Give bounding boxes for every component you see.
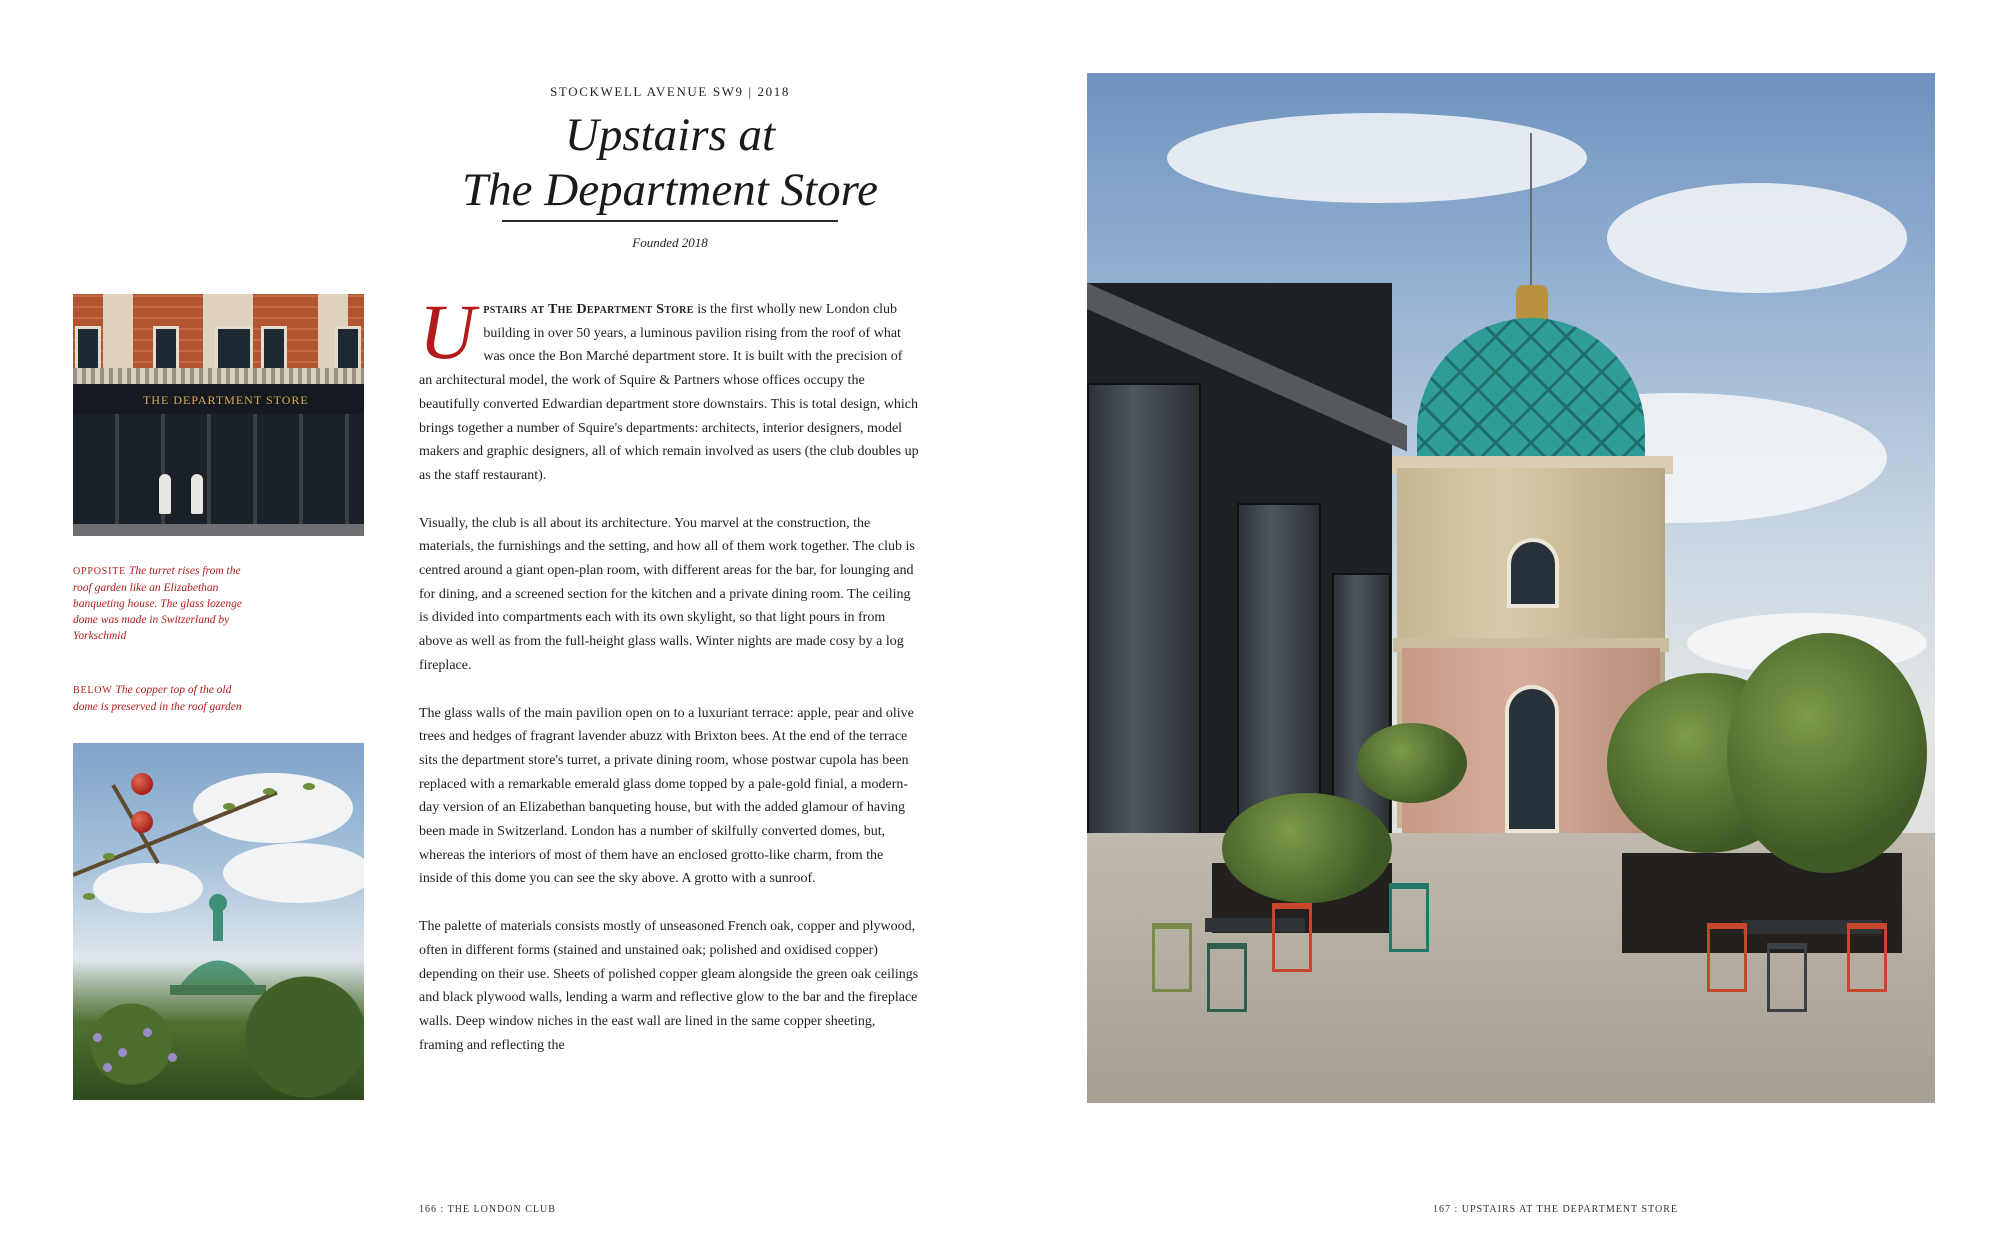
green-chair [1152, 923, 1192, 992]
body-paragraph-2: Visually, the club is all about its architecture. You marvel at the construction, the materials, the furnishings and the setting, and how all of them work together. The club is centred around a giant open-plan room, with different areas for the bar, for lounging and for dining, and a screened section for the kitchen and a private dining room. The ceiling is divided into compartments each with its own skylight, so that light pours in from above as well as from the full-height glass walls. Winter nights are made cosy by a log fireplace. [419, 515, 915, 673]
title-line-1: Upstairs at [564, 109, 776, 161]
olive-tree [1727, 633, 1927, 873]
storefront-photo [73, 294, 364, 536]
green-bench [1389, 883, 1429, 952]
roof-garden-photo [73, 743, 364, 1100]
founded-line: Founded 2018 [632, 235, 708, 250]
leaf [303, 783, 315, 790]
cloud [193, 773, 353, 843]
caption-opposite [73, 563, 248, 644]
apple [131, 773, 153, 795]
facade-window [335, 326, 361, 374]
caption-label-opposite: OPPOSITE [73, 566, 127, 577]
facade-window [75, 326, 101, 374]
garden-trees [73, 960, 364, 1100]
leaf [83, 893, 95, 900]
store-sign: THE DEPARTMENT STORE [143, 393, 309, 407]
lavender [93, 1033, 102, 1042]
caption-text-below: The copper top of the old dome is preserved in the roof garden [73, 684, 242, 713]
left-page-folio: 166 : THE LONDON CLUB [419, 1204, 556, 1215]
shrub [1357, 723, 1467, 803]
lead-in: pstairs at The Department Store [483, 302, 694, 317]
body-paragraph-1 [419, 288, 919, 488]
location-kicker: STOCKWELL AVENUE SW9 | 2018 [550, 84, 790, 99]
facade-window [261, 326, 287, 374]
orange-chair [1707, 923, 1747, 992]
cloud [1607, 183, 1907, 293]
green-chair [1207, 943, 1247, 1012]
caption-below [73, 682, 248, 715]
mannequin [159, 474, 171, 514]
stone-pier [103, 294, 133, 372]
title-rule [502, 220, 838, 222]
caption-label-below: BELOW [73, 685, 113, 696]
antenna-mast [1530, 133, 1532, 288]
leaf [263, 788, 275, 795]
lavender [118, 1048, 127, 1057]
drop-cap: U [419, 288, 476, 375]
article-title [440, 108, 900, 218]
cloud [1167, 113, 1587, 203]
right-page-folio: 167 : UPSTAIRS AT THE DEPARTMENT STORE [1433, 1204, 1678, 1215]
apple [131, 811, 153, 833]
leaf [223, 803, 235, 810]
shrub [1222, 793, 1392, 903]
leaf [103, 853, 115, 860]
facade-window [153, 326, 179, 374]
pavement [73, 524, 364, 536]
lavender [103, 1063, 112, 1072]
rooftop-terrace-photo [1087, 73, 1935, 1103]
shop-front [73, 414, 364, 524]
orange-chair [1847, 923, 1887, 992]
turret-window [1507, 538, 1559, 608]
mannequin [191, 474, 203, 514]
article-body [419, 288, 919, 1081]
paragraph-1-text: is the first wholly new London club building in over 50 years, a luminous pavilion rising from the roof of what was once the Bon Marché department store. It is built with the precision of an architectural model, the work of Squire & Partners whose offices occupy the beautifully converted Edwardian department store downstairs. This is total design, which brings together a number of Squire's departments: architects, interior designers, model makers and graphic designers, all of which remain involved as users (the club doubles up as the staff restaurant). [419, 302, 919, 483]
body-paragraph-4: The palette of materials consists mostly of unseasoned French oak, copper and plywood, often in different forms (stained and unstained oak; polished and oxidised copper) depending on their use. Sheets of polished copper gleam alongside the green oak ceilings and black plywood walls, lending a warm and reflective glow to the bar and the fireplace walls. Deep window niches in the east wall are lined in the same copper sheeting, framing and reflecting the [419, 919, 919, 1053]
lavender [143, 1028, 152, 1037]
emerald-glass-dome [1417, 318, 1645, 468]
body-paragraph-3: The glass walls of the main pavilion open on to a luxuriant terrace: apple, pear and olive trees and hedges of fragrant lavender abuzz with Brixton bees. At the end of the terrace sits the department store's turret, a private dining room, whose postwar cupola has been replaced with a remarkable emerald glass dome topped by a pale-gold finial, a modern-day version of an Elizabethan banqueting house, but with the added glamour of having been made in Switzerland. London has a number of skilfully converted domes, but, whereas the interiors of most of them have an enclosed grotto-like charm, from the inside of this dome you can see the sky above. A grotto with a sunroof. [419, 705, 914, 887]
turret-door [1505, 685, 1559, 833]
lavender [168, 1053, 177, 1062]
balustrade [73, 368, 364, 384]
caption-text-opposite: The turret rises from the roof garden like an Elizabethan banqueting house. The glass lozenge dome was made in Switzerland by Yorkschmid [73, 565, 242, 642]
dark-chair [1767, 943, 1807, 1012]
orange-chair [1272, 903, 1312, 972]
facade-window [215, 326, 253, 374]
title-line-2: The Department Store [462, 164, 878, 216]
